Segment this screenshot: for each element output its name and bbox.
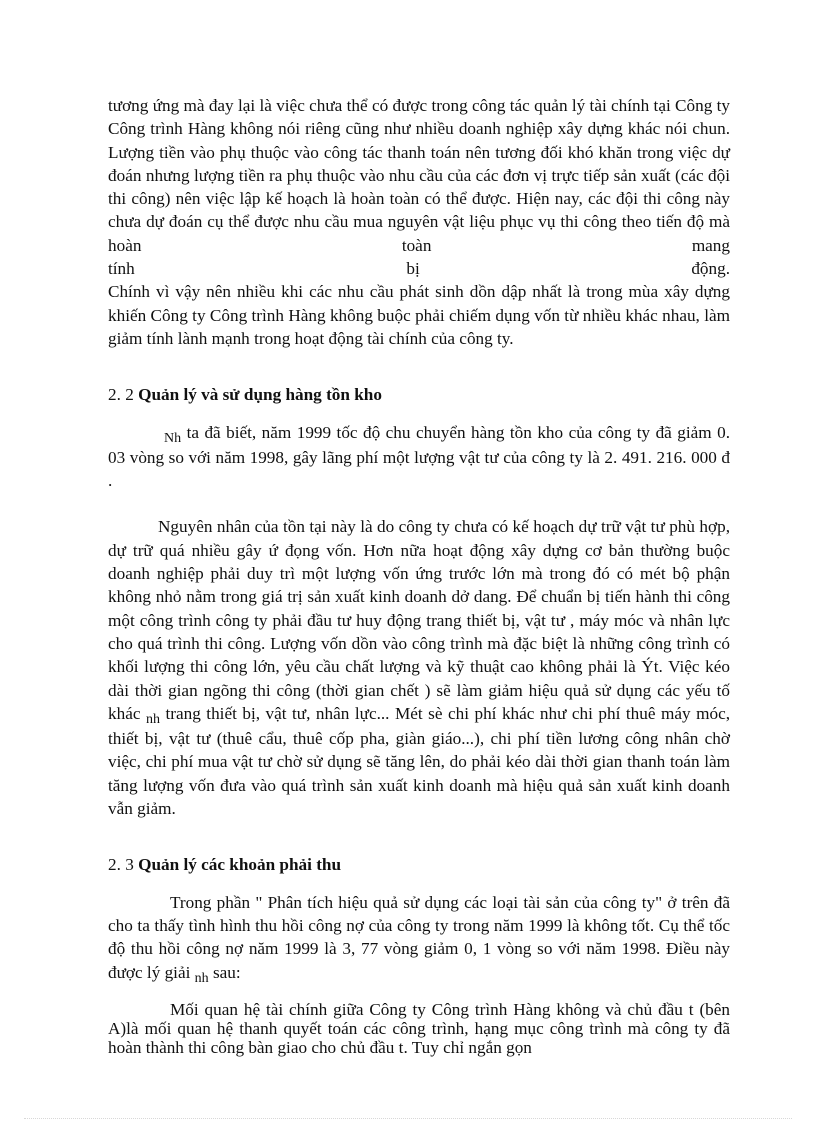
section-title: Quản lý và sử dụng hàng tồn kho — [138, 385, 382, 405]
paragraph-inventory-cause — [108, 515, 730, 820]
section-number: 2. 3 — [108, 855, 139, 875]
paragraph-text: Nguyên nhân của tồn tại này là do công ty chưa có kế hoạch dự trữ vật tư phù hợp, dự trữ quá nhiều gây ứ đọng vốn. Hơn nữa hoạt động xây dựng cơ bản thường buộc doanh nghiệp phải duy trì một lượng vốn ứng trước lớn mà trong đó có mét bộ phận không nhỏ nằm trong giá trị sản xuất kinh doanh dở dang. Để chuẩn bị tiến hành thi công một công trình công ty phải đầu tư huy động trang thiết bị, vật tư , máy móc và nhân lực cho quá trình thi công. Lượng vốn dồn vào công trình mà đặc biệt là những công trình có khối lượng thi công lớn, yêu cầu chất lượng và kỹ thuật cao không phải là Ýt. Việc kéo dài thời gian ngõng thi công (thời gian chết ) sẽ làm giảm hiệu quả sử dụng các yếu tố khác — [108, 517, 730, 723]
paragraph-text: trang thiết bị, vật tư, nhân lực... Mét sè chi phí khác như chi phí thuê máy móc, thiết bị, vật tư (thuê cẩu, thuê cốp pha, giàn giáo...), chi phí tiền lương công nhân chờ việc, chi phí mua vật tư chờ sử dụng sẽ tăng lên, do phải kéo dài thời gian thanh toán làm tăng lượng vốn đưa vào quá trình sản xuất kinh doanh mà hiệu quả sản xuất kinh doanh vẫn giảm. — [108, 703, 730, 819]
page-bottom-divider — [24, 1118, 792, 1119]
paragraph-text: Trong phần " Phân tích hiệu quả sử dụng các loại tài sản của công ty" ở trên đã cho ta thấy tình hình thu hồi công nợ của công ty trong năm 1999 là không tốt. Cụ thể tốc độ thu hồi công nợ năm 1999 là 3, 77 vòng giảm 0, 1 vòng so với năm 1998. Điều này được lý giải — [108, 892, 730, 982]
subscript-fragment: Nh — [164, 430, 182, 446]
paragraph-consequence: Chính vì vậy nên nhiều khi các nhu cầu phát sinh dồn dập nhất là trong mùa xây dựng khiến Công ty Công trình Hàng không buộc phải chiếm dụng vốn từ nhiều khác nhau, làm giảm tính lành mạnh trong hoạt động tài chính của công ty. — [108, 282, 730, 348]
subscript-fragment: nh — [194, 970, 209, 986]
paragraph-inventory-intro — [108, 421, 730, 493]
paragraph-text: sau: — [208, 962, 241, 982]
paragraph-receivables-intro — [108, 891, 730, 986]
section-heading-inventory — [108, 383, 730, 406]
paragraph-receivables-relation: Mối quan hệ tài chính giữa Công ty Công trình Hàng không và chủ đầu t (bên A)là mối quan hệ thanh quyết toán các công trình, hạng mục công trình mà công ty đã hoàn thành thi công bàn giao cho chủ đầu t. Tuy chỉ ngắn gọn — [108, 999, 730, 1057]
paragraph-spread-line: tính bị động. — [108, 259, 730, 279]
paragraph-continuation: tương ứng mà đay lại là việc chưa thể có được trong công tác quản lý tài chính tại Công ty Công trình Hàng không nói riêng cũng như nhiều doanh nghiệp xây dựng khác nói chun. Lượng tiền vào phụ thuộc vào công tác thanh toán nên tương đối khó khăn trong việc dự đoán nhưng lượng tiền ra phụ thuộc vào nhu cầu của các đơn vị trực tiếp sản xuất (các đội thi công) nên việc lập kế hoạch là hoàn toàn có thể được. Hiện nay, các đội thi công này chưa dự đoán cụ thể được nhu cầu mua nguyên vật liệu phục vụ thi công theo tiến độ mà hoàn toàn mang — [108, 96, 730, 255]
section-number: 2. 2 — [108, 385, 139, 405]
subscript-fragment: nh — [145, 711, 160, 727]
paragraph-text: ta đã biết, năm 1999 tốc độ chu chuyển hàng tồn kho của công ty đã giảm 0. 03 vòng so với năm 1998, gây lãng phí một lượng vật tư của công ty là 2. 491. 216. 000 đ . — [108, 422, 730, 491]
section-heading-receivables — [108, 853, 730, 876]
section-title: Quản lý các khoản phải thu — [138, 855, 342, 875]
document-page — [108, 94, 730, 1057]
